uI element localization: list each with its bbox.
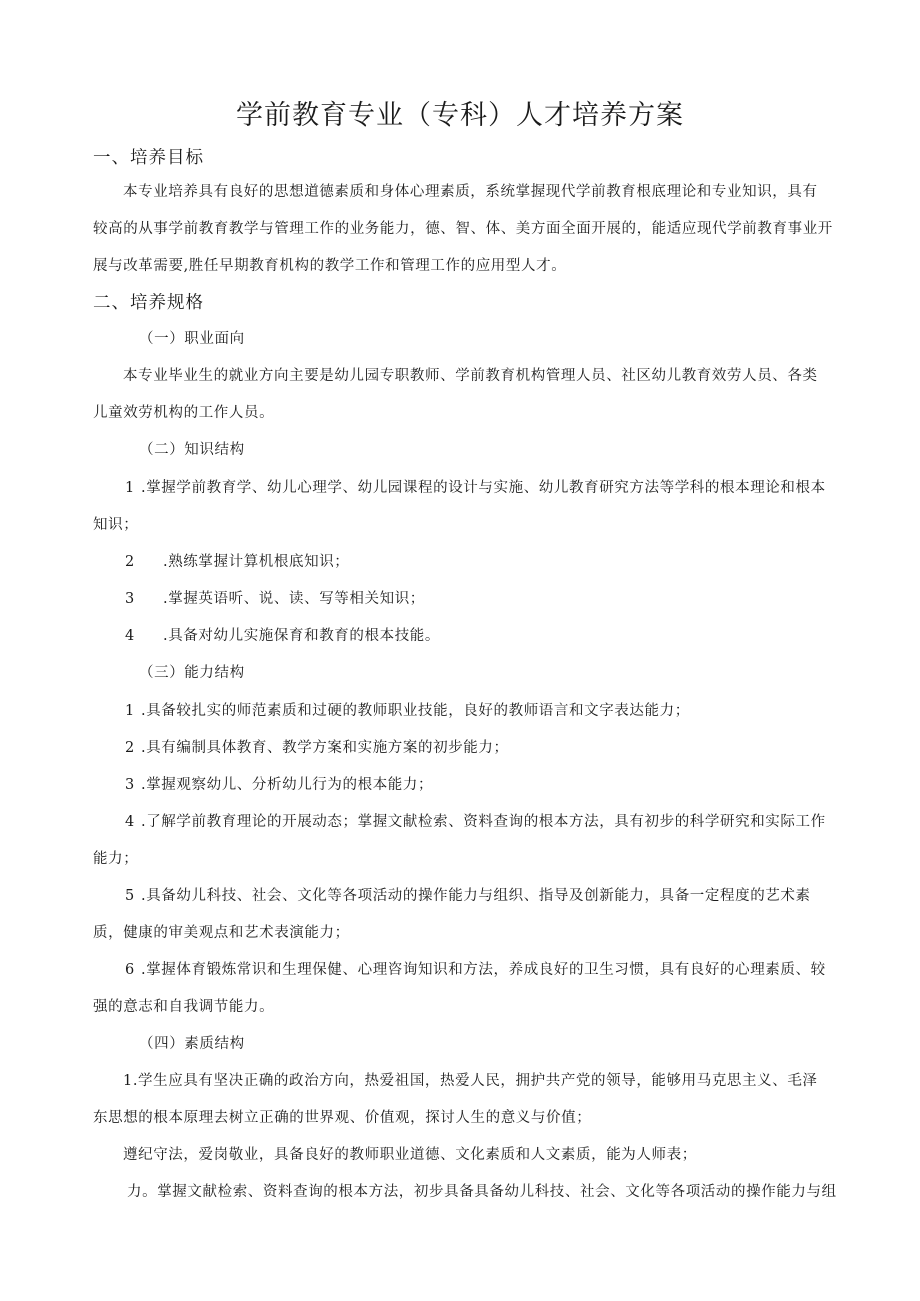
goals-paragraph-line: 本专业培养具有良好的思想道德素质和身体心理素质，系统掌握现代学前教育根底理论和专业知识，具有 <box>123 184 818 200</box>
list-item-ability-4-cont: 能力； <box>93 851 139 867</box>
list-item-knowledge-1-cont: 知识； <box>93 517 139 533</box>
list-item-ability-6 <box>125 960 826 980</box>
list-text: .具备幼儿科技、社会、文化等各项活动的操作能力与组织、指导及创新能力，具备一定程度的艺术素 <box>141 888 811 904</box>
list-item-ability-5 <box>125 886 811 906</box>
goals-paragraph-line: 展与改革需要,胜任早期教育机构的教学工作和管理工作的应用型人才。 <box>93 258 567 274</box>
subheading-career: （一）职业面向 <box>139 331 245 347</box>
list-item-ability-3 <box>125 775 433 795</box>
goals-paragraph-line: 较高的从事学前教育教学与管理工作的业务能力，德、智、体、美方面全面开展的，能适应现代学前教育事业开 <box>93 221 833 237</box>
list-number: 4 <box>125 814 135 830</box>
list-number: 3 <box>125 591 135 607</box>
list-text: .熟练掌握计算机根底知识； <box>163 554 350 570</box>
list-item-knowledge-3 <box>125 589 425 609</box>
list-text: .掌握学前教育学、幼儿心理学、幼儿园课程的设计与实施、幼儿教育研究方法等学科的根本理论和根本 <box>141 480 826 496</box>
list-text: .具备对幼儿实施保育和教育的根本技能。 <box>163 628 441 644</box>
list-item-ability-6-cont: 强的意志和自我调节能力。 <box>93 999 275 1015</box>
list-number: 3 <box>125 777 135 793</box>
subheading-quality: （四）素质结构 <box>139 1036 245 1052</box>
list-item-ability-1 <box>125 701 690 721</box>
list-item-ability-2 <box>125 738 509 758</box>
list-item-ability-5-cont: 质，健康的审美观点和艺术表演能力； <box>93 925 350 941</box>
section-heading-goals: 一、培养目标 <box>93 148 204 168</box>
list-text: .具备较扎实的师范素质和过硬的教师职业技能，良好的教师语言和文字表达能力； <box>141 703 690 719</box>
quality-item-2: 遵纪守法，爱岗敬业，具备良好的教师职业道德、文化素质和人文素质，能为人师表； <box>123 1147 697 1163</box>
list-item-knowledge-1 <box>125 478 826 498</box>
list-number: 2 <box>125 740 135 756</box>
list-number: 1 <box>125 480 135 496</box>
list-text: .掌握观察幼儿、分析幼儿行为的根本能力； <box>141 777 434 793</box>
list-item-knowledge-2 <box>125 552 349 572</box>
document-title: 学前教育专业（专科）人才培养方案 <box>236 100 684 131</box>
list-number: 1 <box>125 703 135 719</box>
list-number: 2 <box>125 554 135 570</box>
quality-item-1-cont: 东思想的根本原理去树立正确的世界观、价值观，探讨人生的意义与价值； <box>93 1110 592 1126</box>
subheading-knowledge: （二）知识结构 <box>139 442 245 458</box>
list-text: .掌握英语听、说、读、写等相关知识； <box>163 591 425 607</box>
list-number: 4 <box>125 628 135 644</box>
list-text: .了解学前教育理论的开展动态；掌握文献检索、资料查询的根本方法，具有初步的科学研究和实际工作 <box>141 814 826 830</box>
list-item-knowledge-4 <box>125 626 440 646</box>
list-text: .掌握体育锻炼常识和生理保健、心理咨询知识和方法，养成良好的卫生习惯，具有良好的心理素质、较 <box>141 962 826 978</box>
section-heading-specs: 二、培养规格 <box>93 293 204 313</box>
list-number: 5 <box>125 888 135 904</box>
list-text: .具有编制具体教育、教学方案和实施方案的初步能力； <box>141 740 509 756</box>
career-paragraph-line: 儿童效劳机构的工作人员。 <box>93 405 275 421</box>
quality-item-1: 1.学生应具有坚决正确的政治方向，热爱祖国，热爱人民，拥护共产党的领导，能够用马克思主义、毛泽 <box>123 1073 818 1089</box>
list-number: 6 <box>125 962 135 978</box>
list-item-ability-4 <box>125 812 826 832</box>
quality-item-3: 力。掌握文献检索、资料查询的根本方法，初步具备具备幼儿科技、社会、文化等各项活动的操作能力与组 <box>127 1184 837 1200</box>
career-paragraph-line: 本专业毕业生的就业方向主要是幼儿园专职教师、学前教育机构管理人员、社区幼儿教育效劳人员、各类 <box>123 368 818 384</box>
subheading-ability: （三）能力结构 <box>139 665 245 681</box>
